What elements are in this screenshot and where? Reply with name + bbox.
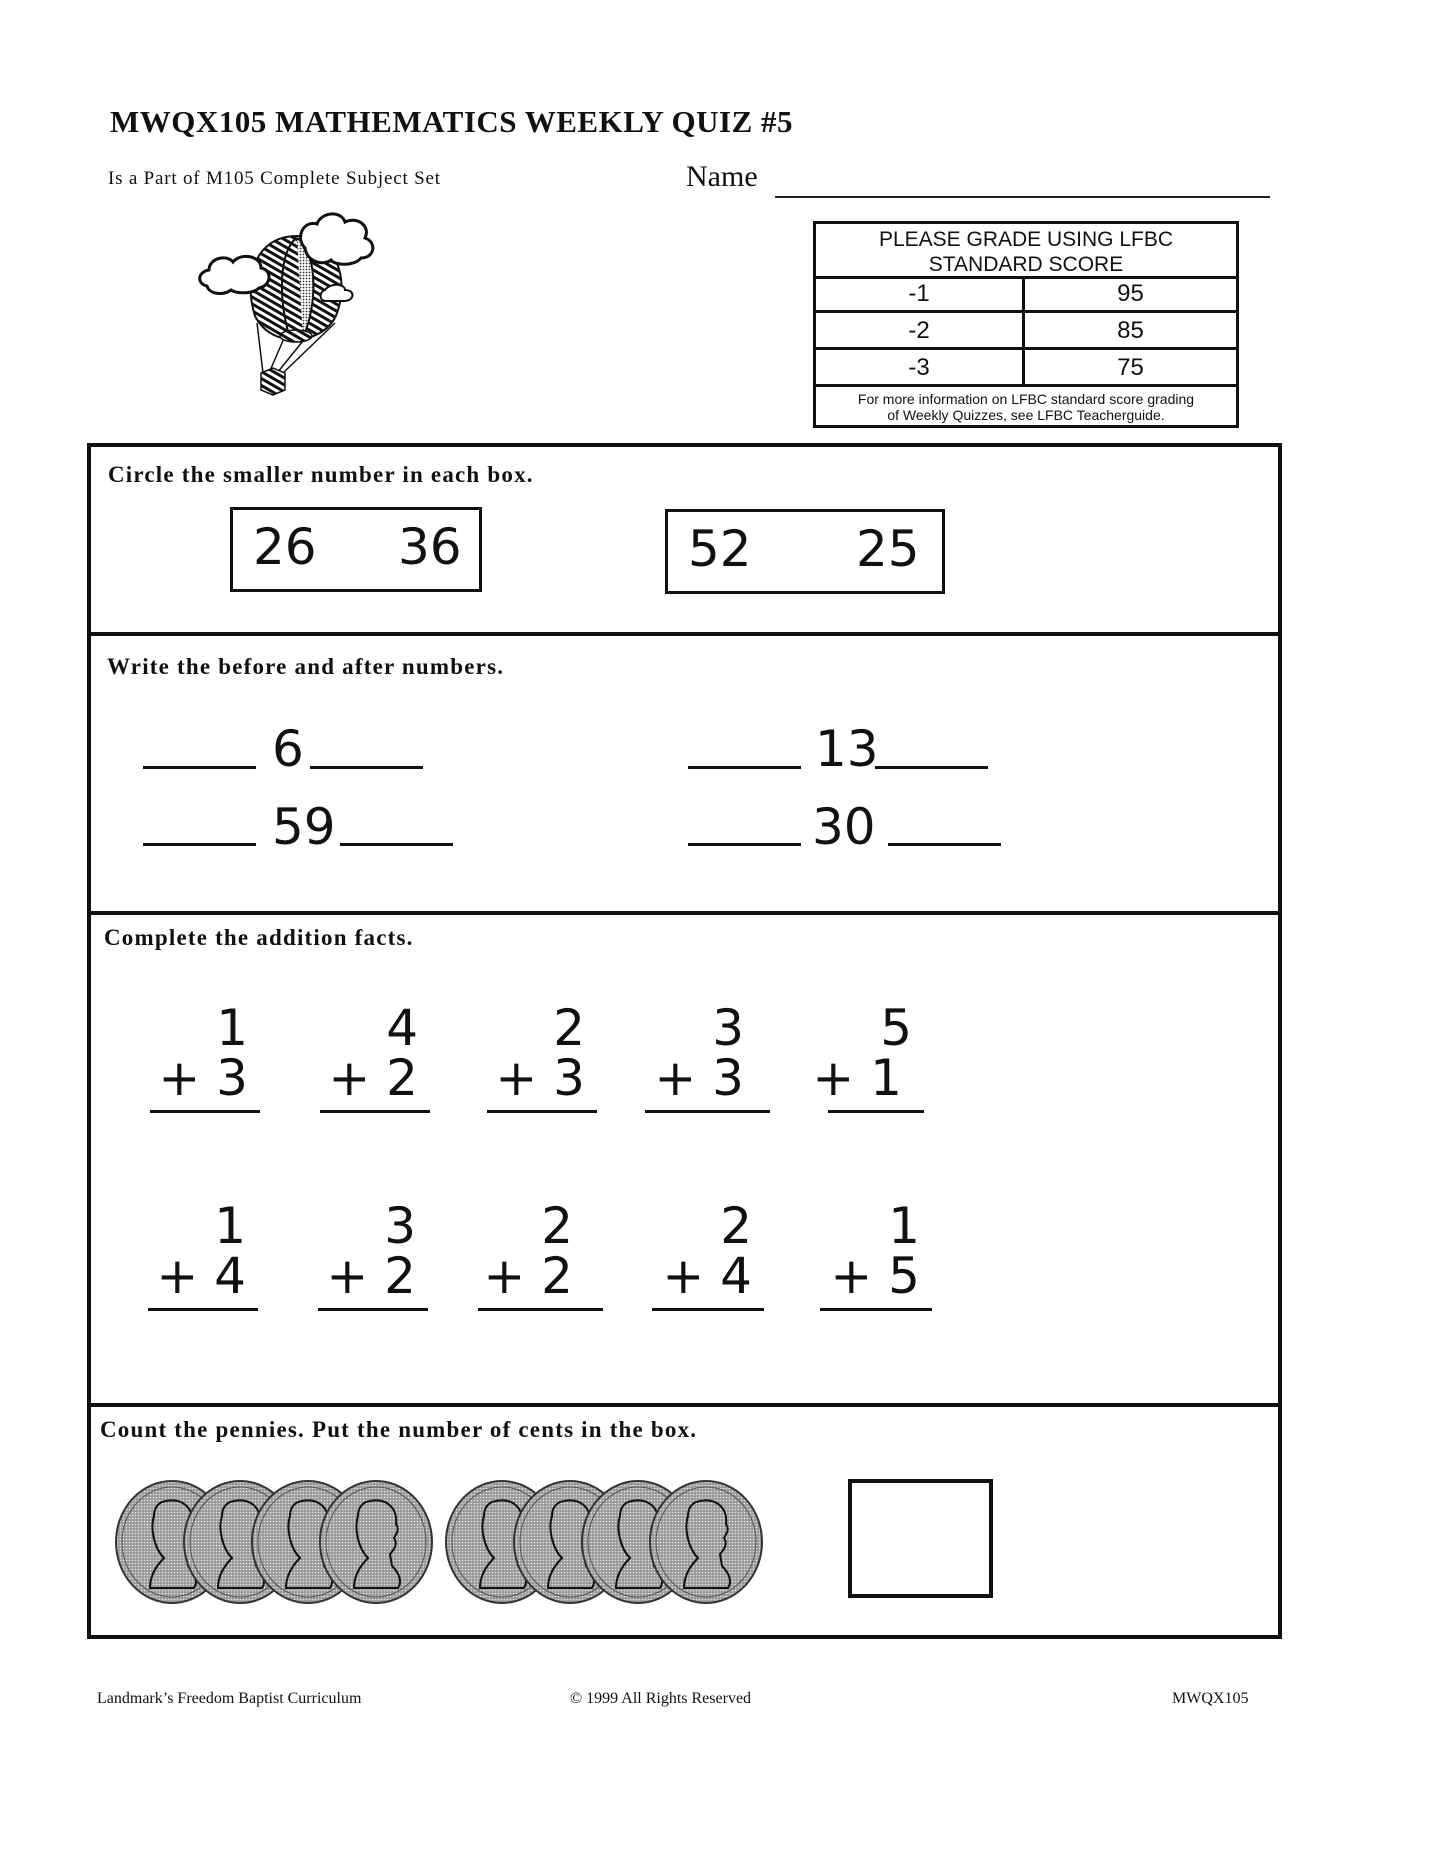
section-divider	[87, 632, 1282, 636]
after-blank[interactable]	[875, 766, 988, 769]
addend-bottom: + 2	[328, 1049, 418, 1107]
given-number: 6	[272, 720, 304, 778]
answer-line[interactable]	[487, 1110, 597, 1113]
grading-footnote	[816, 390, 1236, 425]
compare-number[interactable]: 52	[688, 520, 752, 578]
grading-row	[816, 313, 1236, 350]
answer-line[interactable]	[828, 1110, 924, 1113]
given-number: 30	[812, 798, 876, 856]
addition-problem	[645, 1000, 770, 1120]
footer-curriculum: Landmark’s Freedom Baptist Curriculum	[97, 1690, 362, 1707]
page-title: MWQX105 MATHEMATICS WEEKLY QUIZ #5	[110, 104, 794, 139]
addend-top: 2	[541, 1197, 573, 1255]
addend-bottom: + 2	[326, 1247, 416, 1305]
name-label: Name	[686, 160, 758, 193]
penny-icon	[650, 1481, 762, 1603]
compare-box	[230, 507, 482, 592]
before-blank[interactable]	[143, 766, 256, 769]
grading-heading-line1: PLEASE GRADE USING LFBC	[878, 228, 1174, 251]
grading-heading-line2: STANDARD SCORE	[928, 253, 1124, 276]
section-heading-pennies: Count the pennies. Put the number of cents in the box.	[100, 1417, 698, 1442]
before-blank[interactable]	[143, 843, 256, 846]
after-blank[interactable]	[888, 843, 1001, 846]
addition-problem	[320, 1000, 430, 1120]
addition-problem	[318, 1198, 428, 1318]
addend-top: 1	[888, 1197, 920, 1255]
after-blank[interactable]	[310, 766, 423, 769]
compare-number[interactable]: 25	[856, 520, 920, 578]
addend-top: 1	[214, 1197, 246, 1255]
addend-bottom: + 3	[495, 1049, 585, 1107]
answer-line[interactable]	[320, 1110, 430, 1113]
name-field[interactable]	[775, 196, 1270, 198]
addend-top: 4	[386, 999, 418, 1057]
penny-icon	[320, 1481, 432, 1603]
addend-top: 3	[384, 1197, 416, 1255]
answer-line[interactable]	[318, 1308, 428, 1311]
addend-bottom: + 4	[662, 1247, 752, 1305]
answer-line[interactable]	[820, 1308, 932, 1311]
addend-top: 1	[216, 999, 248, 1057]
addend-bottom: + 1	[812, 1049, 902, 1107]
answer-line[interactable]	[645, 1110, 770, 1113]
addition-problem	[820, 1198, 932, 1318]
addend-bottom: + 2	[483, 1247, 573, 1305]
before-blank[interactable]	[688, 766, 801, 769]
answer-line[interactable]	[652, 1308, 764, 1311]
answer-line[interactable]	[478, 1308, 603, 1311]
standard-score: 95	[1117, 280, 1144, 307]
addend-top: 5	[880, 999, 912, 1057]
addition-problem	[812, 999, 924, 1120]
section-divider	[87, 1403, 1282, 1407]
standard-score: 75	[1117, 354, 1144, 381]
grading-table	[813, 221, 1239, 428]
grading-footnote-line1: For more information on LFBC standard score grading	[857, 391, 1195, 407]
addition-problem	[150, 1000, 260, 1120]
pennies-group	[110, 1478, 775, 1606]
missed-count: -1	[816, 276, 1025, 310]
missed-count: -2	[816, 313, 1025, 347]
subtitle: Is a Part of M105 Complete Subject Set	[108, 168, 441, 189]
missed-count: -3	[816, 350, 1025, 384]
given-number: 13	[815, 720, 879, 778]
addition-problem	[652, 1198, 764, 1318]
addition-problem	[487, 1000, 597, 1120]
addend-top: 3	[712, 999, 744, 1057]
section-heading-addition: Complete the addition facts.	[104, 925, 414, 950]
section-heading-circle: Circle the smaller number in each box.	[108, 462, 534, 487]
addition-problem	[478, 1198, 603, 1318]
addend-bottom: + 4	[156, 1247, 246, 1305]
section-divider	[87, 911, 1282, 915]
answer-line[interactable]	[148, 1308, 258, 1311]
after-blank[interactable]	[340, 843, 453, 846]
footer-code: MWQX105	[1172, 1690, 1249, 1707]
answer-line[interactable]	[150, 1110, 260, 1113]
before-blank[interactable]	[688, 843, 801, 846]
addend-top: 2	[553, 999, 585, 1057]
standard-score: 85	[1117, 317, 1144, 344]
grading-table-header	[816, 224, 1236, 279]
addend-bottom: + 5	[830, 1247, 920, 1305]
compare-box	[665, 509, 945, 594]
grading-footnote-line2: of Weekly Quizzes, see LFBC Teacherguide.	[887, 407, 1165, 423]
compare-number[interactable]: 26	[253, 518, 317, 576]
given-number: 59	[272, 798, 336, 856]
grading-row	[816, 350, 1236, 387]
section-heading-before-after: Write the before and after numbers.	[107, 654, 505, 679]
grading-row	[816, 276, 1236, 313]
addend-bottom: + 3	[654, 1049, 744, 1107]
addend-bottom: + 3	[158, 1049, 248, 1107]
footer-copyright: © 1999 All Rights Reserved	[570, 1690, 752, 1707]
cents-answer-box[interactable]	[848, 1479, 993, 1598]
addition-problem	[148, 1198, 258, 1318]
hot-air-balloon-icon	[185, 208, 420, 408]
addend-top: 2	[720, 1197, 752, 1255]
compare-number[interactable]: 36	[398, 518, 462, 576]
